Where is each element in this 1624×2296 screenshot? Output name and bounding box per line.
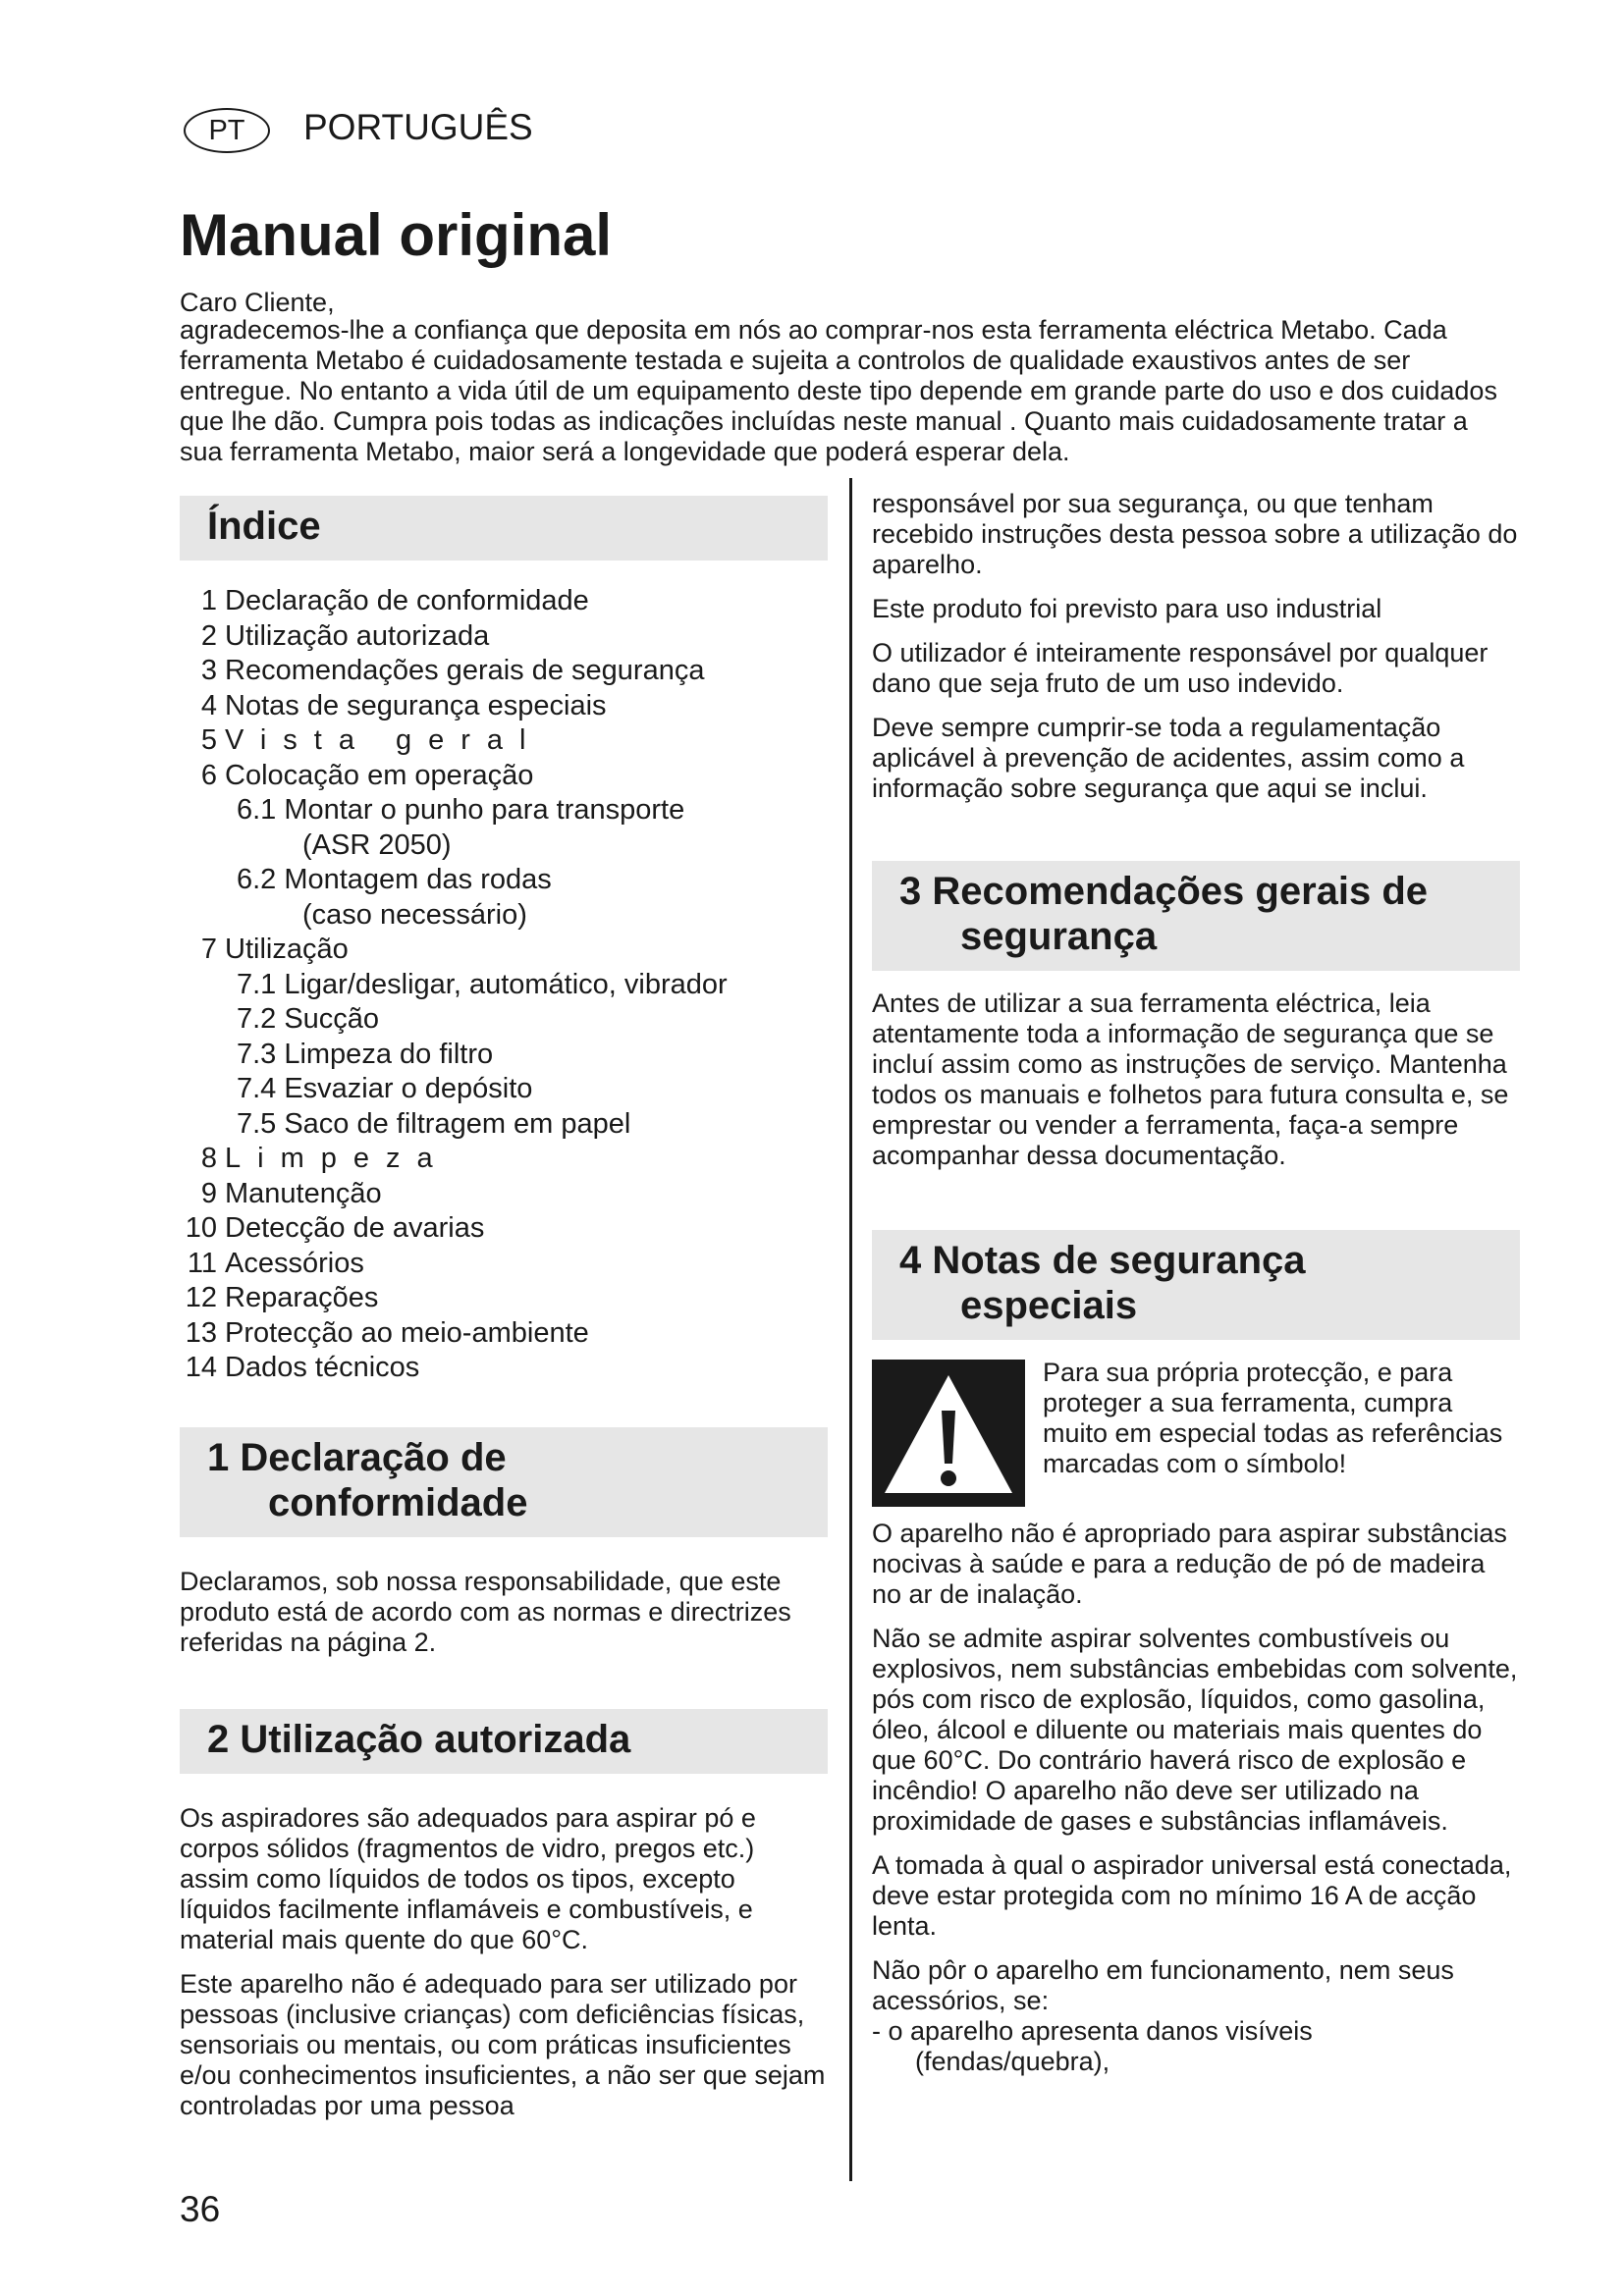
section-2-paragraph: O utilizador é inteiramente responsável por qualquer dano que seja fruto de um uso indevido. <box>872 638 1489 698</box>
toc-item: 7 Utilização <box>200 934 349 965</box>
section-4-paragraph: Não se admite aspirar solventes combustíveis ou explosivos, nem substâncias embebidas com solvente, pós com risco de explosão, líquidos, como gasolina, óleo, álcool e diluente ou materiais mais quentes do que 60°C. Do contrário haverá risco de explosão e incêndio! O aparelho não deve ser utilizado na proximidade de gases e substâncias inflamáveis. <box>872 1624 1518 1836</box>
toc-item: 2 Utilização autorizada <box>200 619 490 652</box>
list-item: - o aparelho apresenta danos visíveis (fendas/quebra), <box>872 2016 1313 2076</box>
toc-item: 13 Protecção ao meio-ambiente <box>185 1316 589 1349</box>
warning-triangle-icon <box>872 1360 1025 1507</box>
toc-item: 10 Detecção de avarias <box>185 1212 485 1244</box>
section-3-paragraph: Antes de utilizar a sua ferramenta eléctrica, leia atentamente toda a informação de segurança que se incluí assim como as instruções de serviço. Mantenha todos os manuais e folhetos para futura consulta e, se emprestar ou vender a ferramenta, faça-a sempre acompanhar dessa documentação. <box>872 988 1509 1170</box>
column-divider <box>849 478 852 2181</box>
section-4-heading: 4 Notas de segurança especiais <box>872 1230 1520 1340</box>
toc-item: 7.4 Esvaziar o depósito <box>237 1073 533 1104</box>
language-badge: PT <box>184 108 270 153</box>
toc-item: 6.1 Montar o punho para transporte <box>237 794 685 826</box>
page-title: Manual original <box>180 202 613 268</box>
toc-item: 12 Reparações <box>185 1282 379 1313</box>
section-3-heading: 3 Recomendações gerais de segurança <box>872 861 1520 971</box>
toc-item: 7.5 Saco de filtragem em papel <box>237 1107 631 1140</box>
toc-item: 7.2 Sucção <box>237 1003 380 1035</box>
toc-item: 7.1 Ligar/desligar, automático, vibrador <box>237 968 728 1000</box>
toc-item: (caso necessário) <box>302 898 527 931</box>
index-heading-text: Índice <box>207 505 321 548</box>
toc-item: 4 Notas de segurança especiais <box>200 689 607 721</box>
toc-item: 5 Vista geral <box>200 724 543 756</box>
section-1-paragraph: Declaramos, sob nossa responsabilidade, que este produto está de acordo com as normas e directrizes referidas na página 2. <box>180 1566 791 1657</box>
warning-block <box>872 1358 1520 1507</box>
warning-text: Para sua própria protecção, e para proteger a sua ferramenta, cumpra muito em especial todas as referências marcadas com o símbolo! <box>1043 1358 1503 1478</box>
toc-item: 14 Dados técnicos <box>185 1352 420 1383</box>
toc-item: 3 Recomendações gerais de segurança <box>200 655 705 686</box>
toc-item: (ASR 2050) <box>302 828 452 861</box>
section-2-heading: 2 Utilização autorizada <box>180 1709 828 1774</box>
index-heading <box>180 496 828 561</box>
toc-item: 8 Limpeza <box>200 1143 450 1174</box>
toc-item: 6 Colocação em operação <box>200 759 534 791</box>
right-column <box>872 489 1520 2077</box>
left-column <box>180 496 828 2135</box>
section-4-paragraph: O aparelho não é apropriado para aspirar substâncias nocivas à saúde e para a redução de pó de madeira no ar de inalação. <box>872 1519 1507 1609</box>
section-4-paragraph: A tomada à qual o aspirador universal está conectada, deve estar protegida com no mínimo 16 A de acção lenta. <box>872 1850 1512 1941</box>
section-2-paragraph-continued: responsável por sua segurança, ou que tenham recebido instruções desta pessoa sobre a utilização do aparelho. <box>872 489 1518 579</box>
section-2-paragraph: Este produto foi previsto para uso industrial <box>872 594 1382 623</box>
toc-item: 9 Manutenção <box>200 1177 382 1209</box>
page-number: 36 <box>180 2189 221 2229</box>
toc-item: 7.3 Limpeza do filtro <box>237 1038 494 1070</box>
section-4-paragraph: Não pôr o aparelho em funcionamento, nem seus acessórios, se: <box>872 1955 1454 2015</box>
greeting: Caro Cliente, <box>180 288 335 317</box>
section-1-heading: 1 Declaração de conformidade <box>180 1427 828 1537</box>
language-name: PORTUGUÊS <box>303 107 533 147</box>
table-of-contents <box>180 584 828 1386</box>
toc-item: 1 Declaração de conformidade <box>200 585 589 616</box>
section-2-paragraph: Este aparelho não é adequado para ser utilizado por pessoas (inclusive crianças) com deficiências físicas, sensoriais ou mentais, ou com práticas insuficientes e/ou conhecimentos insuficientes, a não ser que sejam controladas por uma pessoa <box>180 1968 826 2120</box>
toc-item: 11 Acessórios <box>187 1247 364 1279</box>
section-2-paragraph: Deve sempre cumprir-se toda a regulamentação aplicável à prevenção de acidentes, assim como a informação sobre segurança que aqui se inclui. <box>872 713 1465 803</box>
section-2-paragraph: Os aspiradores são adequados para aspirar pó e corpos sólidos (fragmentos de vidro, pregos etc.) assim como líquidos de todos os tipos, excepto líquidos facilmente inflamáveis e combustíveis, e material mais quente do que 60°C. <box>180 1802 756 1954</box>
toc-item: 6.2 Montagem das rodas <box>237 864 552 895</box>
intro-paragraph: agradecemos-lhe a confiança que deposita em nós ao comprar-nos esta ferramenta eléctrica Metabo. Cada ferramenta Metabo é cuidadosamente testada e sujeita a controlos de qualidade exaustivos antes de ser entregue. No entanto a vida útil de um equipamento deste tipo depende em grande parte do uso e dos cuidados que lhe dão. Cumpra pois todas as indicações incluídas neste manual . Quanto mais cuidadosamente tratar a sua ferramenta Metabo, maior será a longevidade que poderá esperar dela. <box>180 315 1497 466</box>
